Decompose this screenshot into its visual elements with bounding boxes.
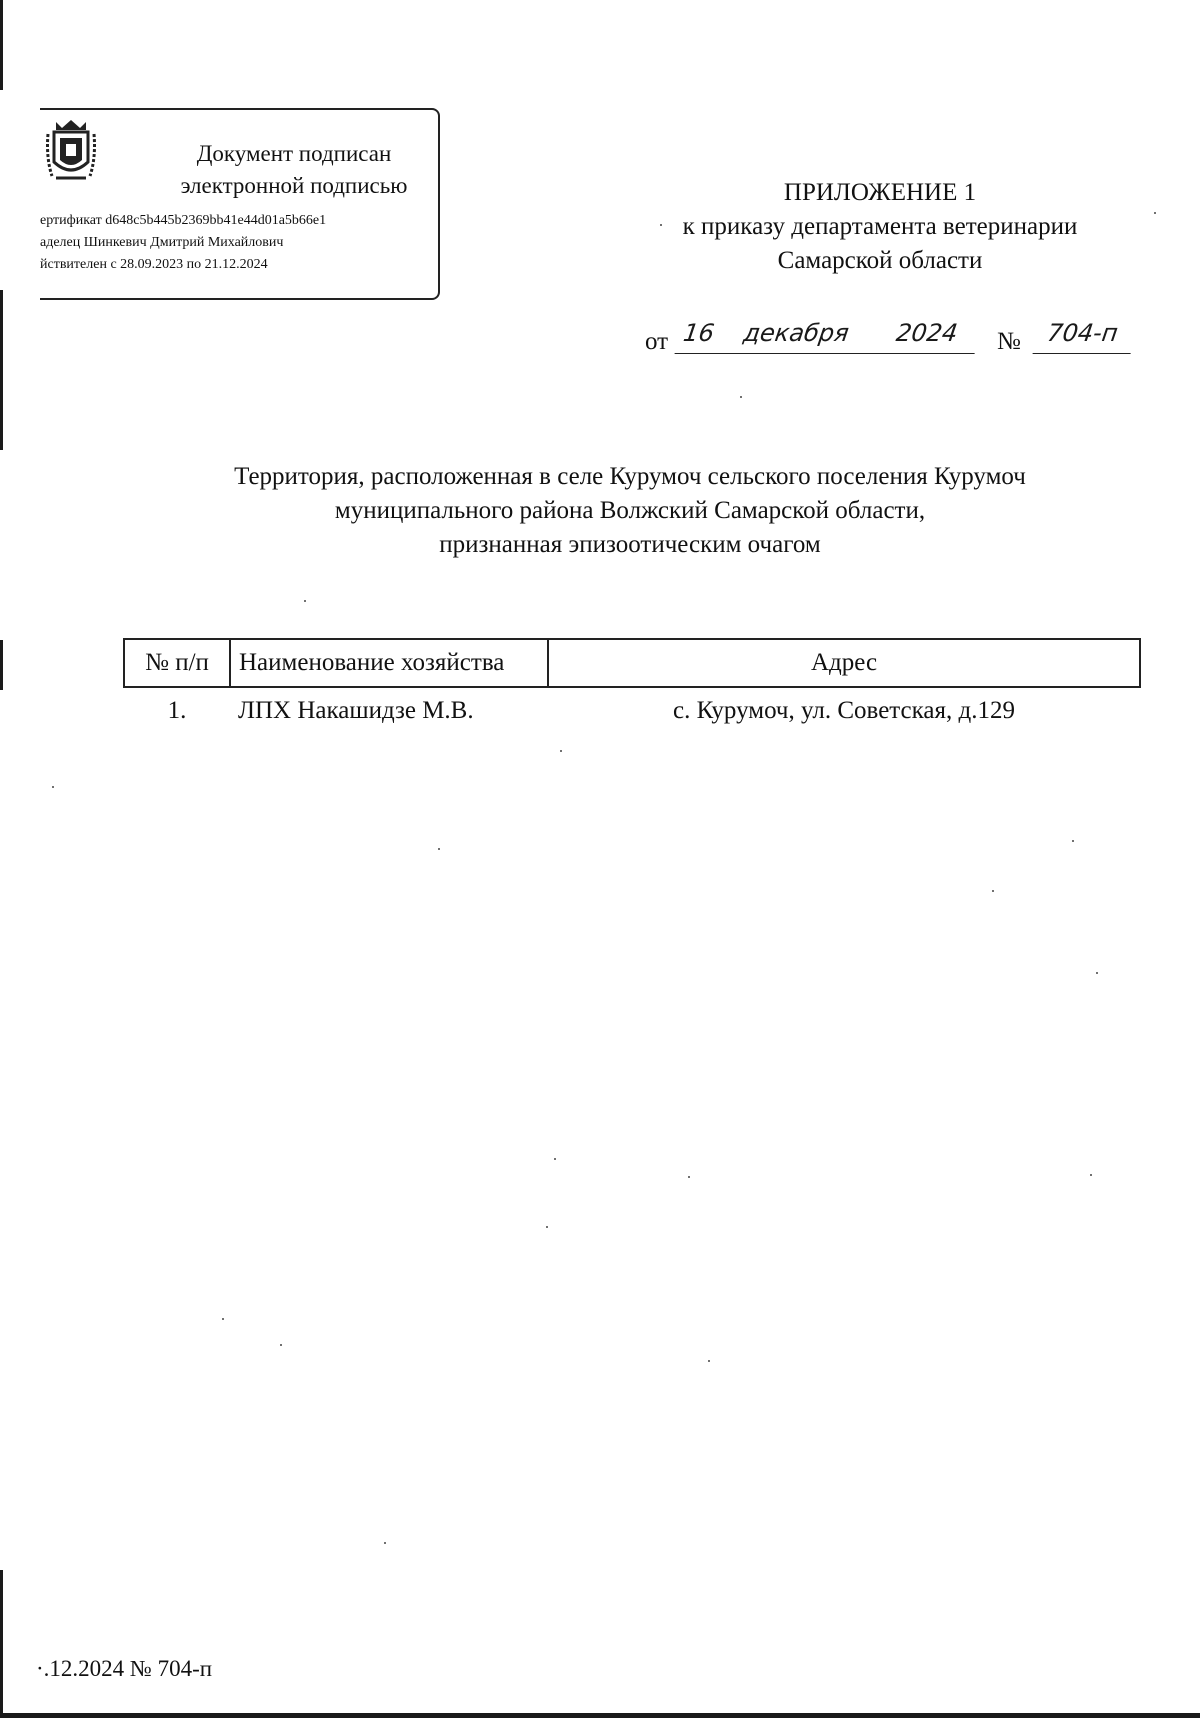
- order-from-label: от: [645, 328, 669, 355]
- document-heading: [150, 460, 1110, 562]
- scan-speck: [554, 1158, 556, 1160]
- appendix-line: Самарской области: [777, 247, 983, 274]
- order-month: декабря: [741, 319, 851, 347]
- appendix-line: к приказу департамента ветеринарии: [682, 213, 1078, 240]
- column-header-number: № п/п: [124, 639, 230, 687]
- scan-speck: [280, 1344, 282, 1346]
- order-number: 704-п: [1045, 319, 1120, 347]
- cell-number: 1.: [167, 697, 187, 724]
- farms-table: [123, 638, 1141, 734]
- stamp-title: [150, 138, 438, 202]
- scan-speck: [740, 396, 742, 398]
- scan-edge-line: [0, 1570, 3, 1718]
- scan-speck: [992, 890, 994, 892]
- scan-speck: [1096, 972, 1098, 974]
- cell-name: ЛПХ Накашидзе М.В.: [238, 697, 474, 724]
- heading-line: муниципального района Волжский Самарской области,: [334, 497, 926, 524]
- stamp-owner: аделец Шинкевич Дмитрий Михайлович: [40, 235, 284, 250]
- scan-edge-line: [0, 0, 3, 90]
- heading-line: Территория, расположенная в селе Курумоч сельского поселения Курумоч: [234, 463, 1026, 490]
- scan-speck: [708, 1360, 710, 1362]
- column-header-address: Адрес: [548, 639, 1140, 687]
- table-header-row: [124, 639, 1140, 687]
- order-date-number: [645, 318, 1135, 362]
- coat-of-arms-icon: [46, 118, 96, 188]
- stamp-certificate: ертификат d648c5b445b2369bb41e44d01a5b66e1: [40, 213, 327, 228]
- scan-speck: [438, 848, 440, 850]
- scan-speck: [1072, 840, 1074, 842]
- cell-address: с. Курумоч, ул. Советская, д.129: [673, 697, 1015, 724]
- order-number-field: [1033, 319, 1136, 354]
- scan-speck: [384, 1542, 386, 1544]
- order-year: 2024: [894, 319, 960, 347]
- column-header-name: Наименование хозяйства: [230, 639, 548, 687]
- order-date-field: [675, 319, 980, 354]
- stamp-title-line: электронной подписью: [180, 173, 408, 198]
- stamp-title-line: Документ подписан: [196, 141, 392, 166]
- scan-speck: [560, 750, 562, 752]
- stamp-validity: йствителен с 28.09.2023 по 21.12.2024: [40, 257, 268, 272]
- scan-speck: [52, 786, 54, 788]
- scan-bottom-edge: [0, 1713, 1200, 1718]
- appendix-title: ПРИЛОЖЕНИЕ 1: [783, 179, 977, 206]
- scan-speck: [222, 1318, 224, 1320]
- scan-edge-line: [0, 290, 3, 450]
- scan-speck: [688, 1176, 690, 1178]
- scan-edge-line: [0, 640, 3, 690]
- scan-speck: [546, 1226, 548, 1228]
- scan-speck: [304, 600, 306, 602]
- scan-speck: [1090, 1174, 1092, 1176]
- heading-line: признанная эпизоотическим очагом: [439, 531, 821, 558]
- order-day: 16: [681, 319, 717, 347]
- appendix-header: [640, 176, 1120, 278]
- order-number-label: №: [997, 328, 1021, 355]
- table-row: [124, 687, 1140, 734]
- footer-reference: ·.12.2024 № 704-п: [36, 1656, 213, 1681]
- stamp-details: [40, 210, 438, 276]
- scan-speck: [1154, 212, 1156, 214]
- signature-stamp: [40, 108, 440, 300]
